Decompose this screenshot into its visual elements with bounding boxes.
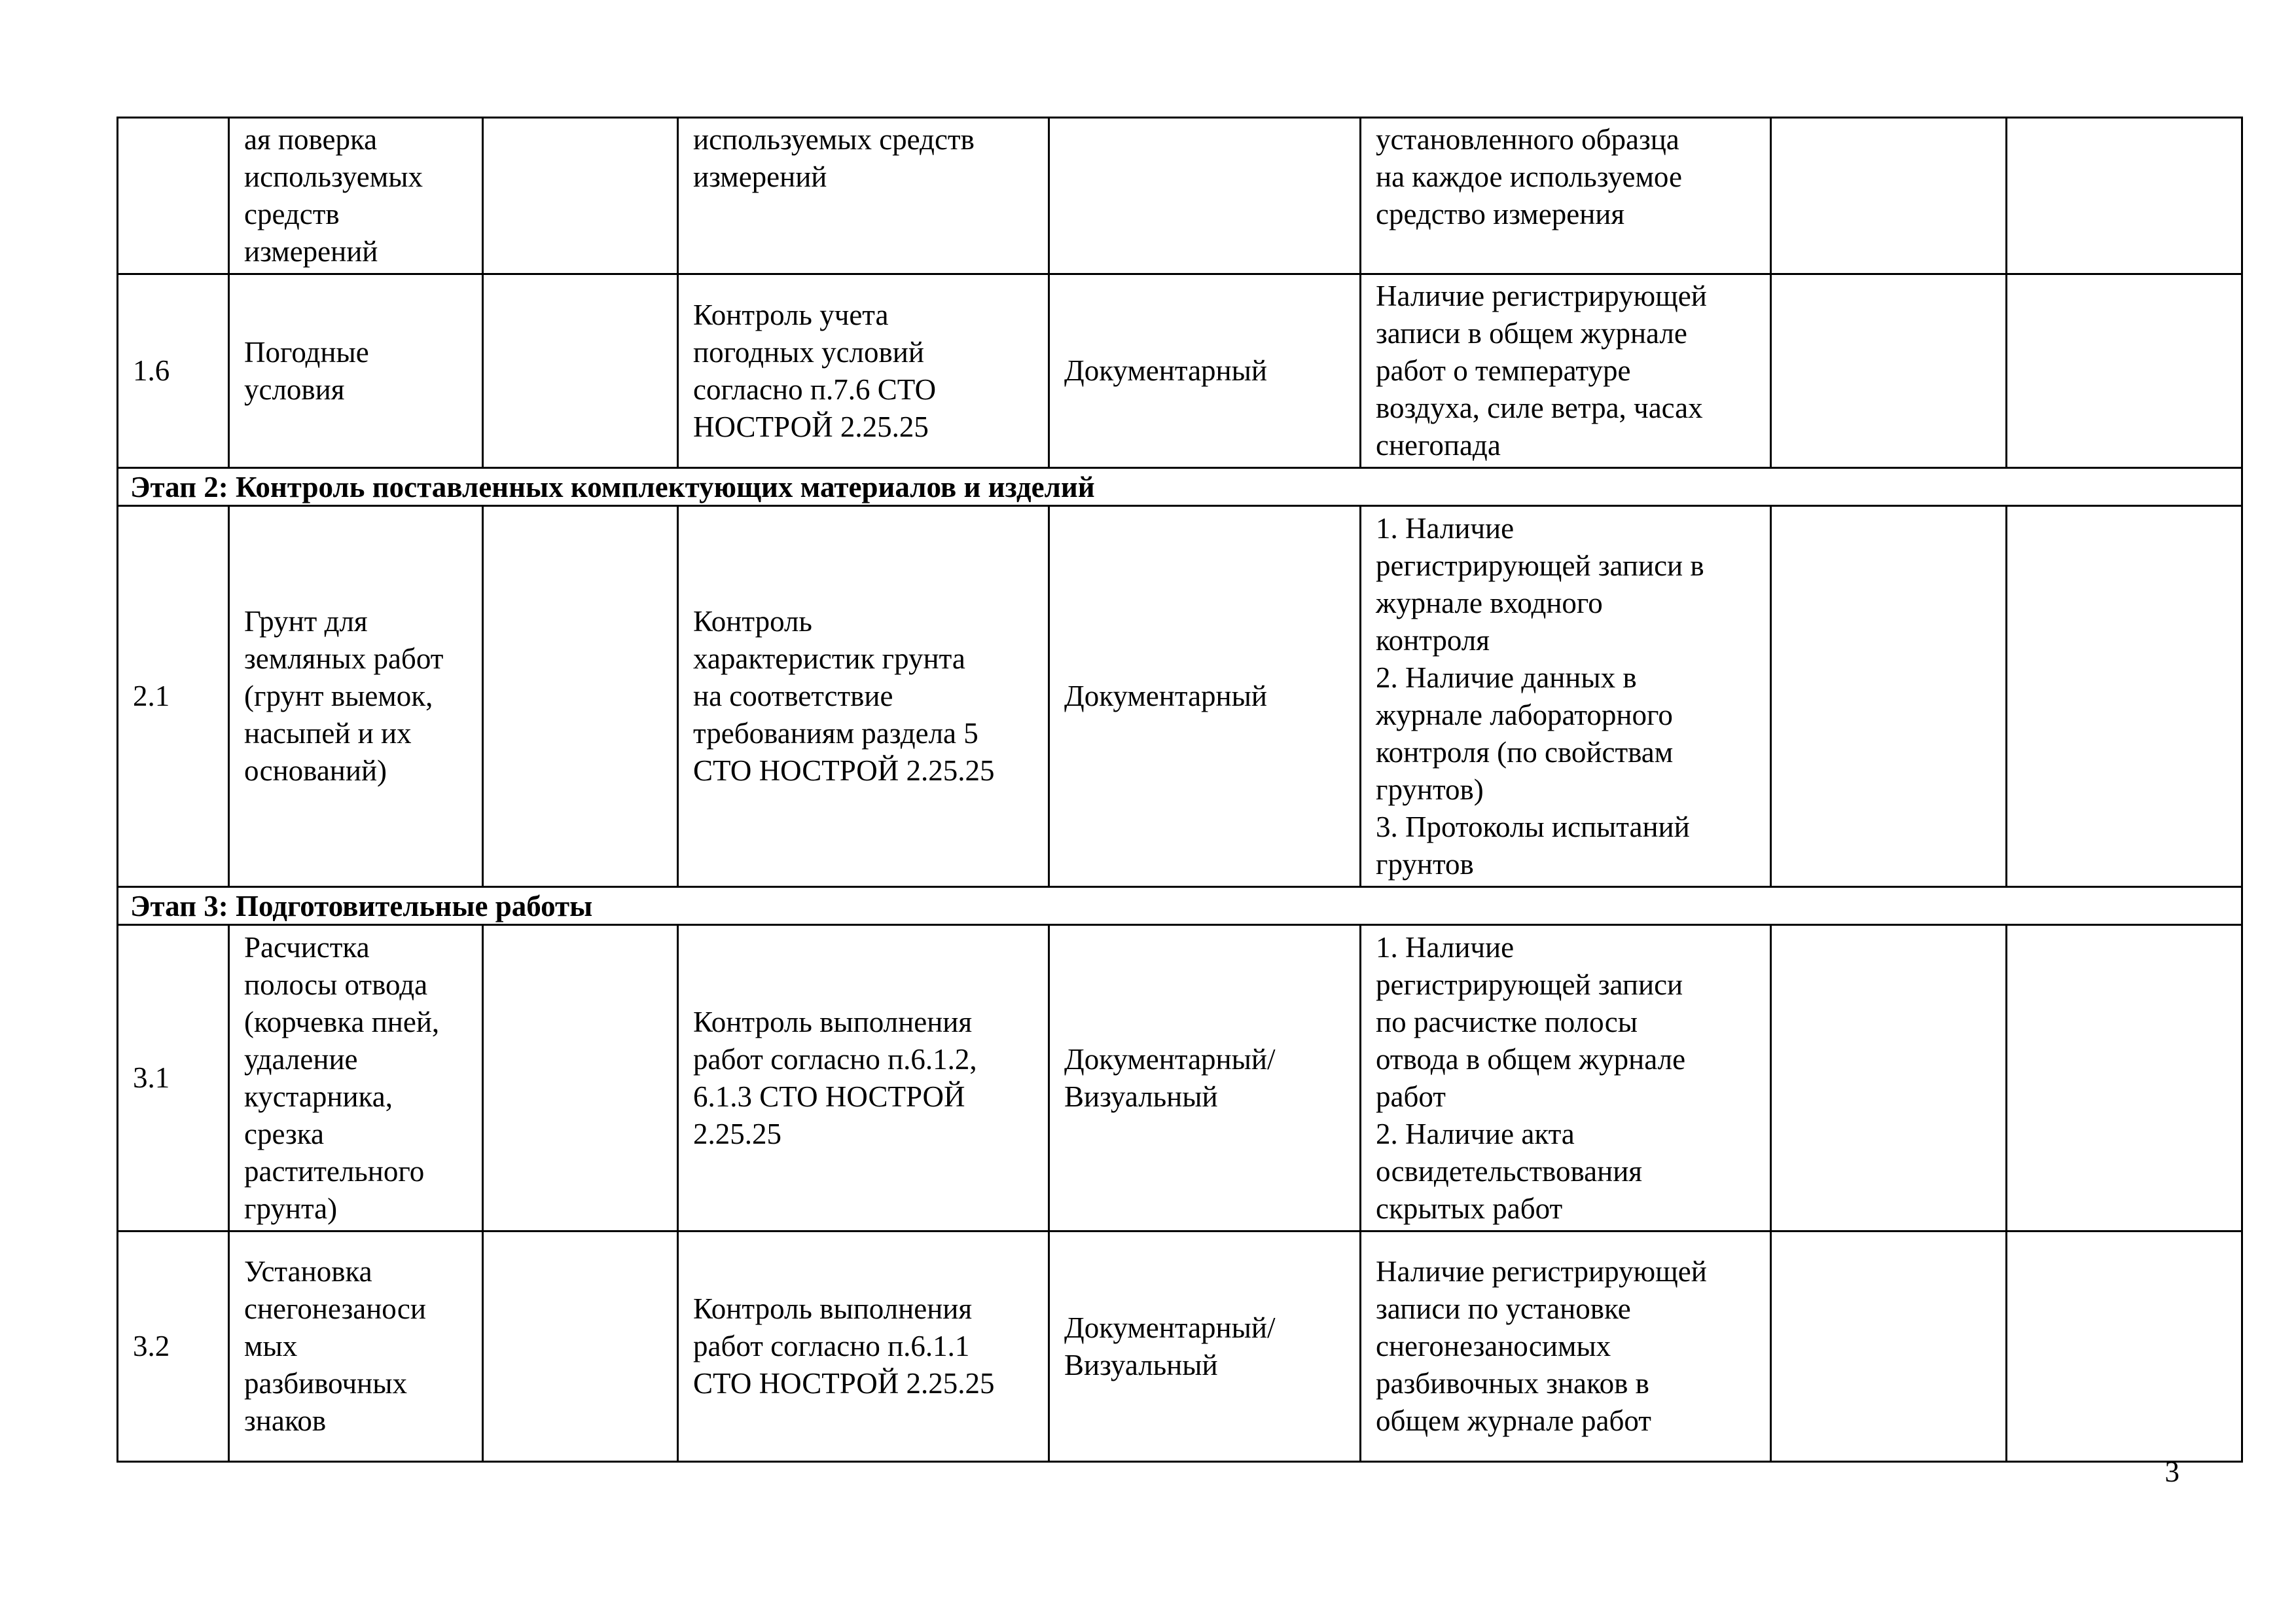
cell-evidence: Наличие регистрирующей записи по установке снегонезаносимых разбивочных знаков в общем журнале работ [1361, 1231, 1771, 1462]
cell-empty [1771, 274, 2007, 468]
stage-heading: Этап 3: Подготовительные работы [118, 887, 2242, 925]
cell-empty [2007, 925, 2242, 1231]
cell-empty [2007, 506, 2242, 887]
cell-num: 3.2 [118, 1231, 229, 1462]
cell-empty [1771, 118, 2007, 274]
table-row [118, 925, 2242, 1231]
cell-method: Документарный/ Визуальный [1049, 925, 1361, 1231]
table-row [118, 118, 2242, 274]
cell-evidence: Наличие регистрирующей записи в общем журнале работ о температуре воздуха, силе ветра, часах снегопада [1361, 274, 1771, 468]
cell-method: Документарный [1049, 506, 1361, 887]
cell-subject: Установка снегонезаноси мых разбивочных знаков [229, 1231, 483, 1462]
cell-method: Документарный/ Визуальный [1049, 1231, 1361, 1462]
table-row [118, 274, 2242, 468]
cell-subject: Погодные условия [229, 274, 483, 468]
cell-num: 1.6 [118, 274, 229, 468]
table-row [118, 506, 2242, 887]
control-table [117, 117, 2243, 1463]
cell-evidence: 1. Наличие регистрирующей записи по расчистке полосы отвода в общем журнале работ 2. Наличие акта освидетельствования скрытых работ [1361, 925, 1771, 1231]
cell-evidence: установленного образца на каждое используемое средство измерения [1361, 118, 1771, 274]
page-number: 3 [2164, 1455, 2179, 1488]
cell-empty [2007, 1231, 2242, 1462]
cell-evidence: 1. Наличие регистрирующей записи в журнале входного контроля 2. Наличие данных в журнале лабораторного контроля (по свойствам грунтов) 3. Протоколы испытаний грунтов [1361, 506, 1771, 887]
cell-control: используемых средств измерений [678, 118, 1049, 274]
cell-empty [483, 274, 678, 468]
cell-method [1049, 118, 1361, 274]
cell-empty [483, 118, 678, 274]
cell-subject: Грунт для земляных работ (грунт выемок, насыпей и их оснований) [229, 506, 483, 887]
table-row [118, 1231, 2242, 1462]
cell-empty [2007, 274, 2242, 468]
cell-subject: Расчистка полосы отвода (корчевка пней, удаление кустарника, срезка растительного грунта) [229, 925, 483, 1231]
cell-empty [483, 1231, 678, 1462]
cell-num: 2.1 [118, 506, 229, 887]
stage-heading: Этап 2: Контроль поставленных комплектующих материалов и изделий [118, 468, 2242, 506]
cell-subject: ая поверка используемых средств измерений [229, 118, 483, 274]
cell-empty [483, 925, 678, 1231]
cell-control: Контроль характеристик грунта на соответствие требованиям раздела 5 СТО НОСТРОЙ 2.25.25 [678, 506, 1049, 887]
cell-control: Контроль выполнения работ согласно п.6.1.2, 6.1.3 СТО НОСТРОЙ 2.25.25 [678, 925, 1049, 1231]
cell-num [118, 118, 229, 274]
cell-empty [1771, 506, 2007, 887]
cell-num: 3.1 [118, 925, 229, 1231]
cell-empty [483, 506, 678, 887]
stage-row [118, 887, 2242, 925]
stage-row [118, 468, 2242, 506]
cell-control: Контроль учета погодных условий согласно п.7.6 СТО НОСТРОЙ 2.25.25 [678, 274, 1049, 468]
cell-method: Документарный [1049, 274, 1361, 468]
cell-control: Контроль выполнения работ согласно п.6.1.1 СТО НОСТРОЙ 2.25.25 [678, 1231, 1049, 1462]
cell-empty [2007, 118, 2242, 274]
cell-empty [1771, 925, 2007, 1231]
cell-empty [1771, 1231, 2007, 1462]
